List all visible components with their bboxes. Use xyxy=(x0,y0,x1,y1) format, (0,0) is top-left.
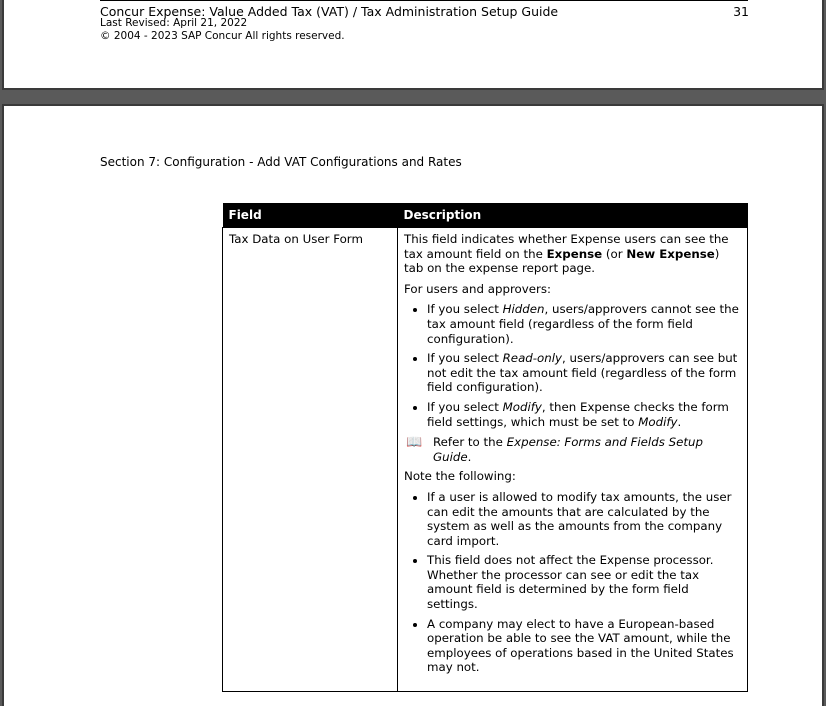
option-list xyxy=(404,302,741,429)
last-revised: Last Revised: April 21, 2022 xyxy=(100,17,248,29)
note-heading: Note the following: xyxy=(404,469,516,484)
list-item: • If you select Hidden, users/approvers cannot see the tax amount field (regardless of the form field configuration). xyxy=(427,302,741,346)
list-item: • A company may elect to have a European-based operation be able to see the VAT amount, while the employees of operations based in the United States may not. xyxy=(427,617,741,675)
note-list xyxy=(404,490,741,675)
header-rule xyxy=(100,0,748,1)
list-item: • If you select Modify, then Expense checks the form field settings, which must be set to Modify. xyxy=(427,400,741,429)
page-number: 31 xyxy=(733,4,749,19)
table-header-row xyxy=(223,203,748,228)
intro-paragraph: This field indicates whether Expense users can see the tax amount field on the Expense (or New Expense) tab on the expense report page. xyxy=(404,232,729,276)
book-icon: 📖 xyxy=(406,435,423,451)
users-approvers-heading: For users and approvers: xyxy=(404,281,551,296)
list-item: • If a user is allowed to modify tax amounts, the user can edit the amounts that are calculated by the system as well as the amounts from the company card import. xyxy=(427,490,741,548)
column-header-description: Description xyxy=(398,203,748,228)
table-row xyxy=(223,228,748,692)
doc-title: Concur Expense: Value Added Tax (VAT) / Tax Administration Setup Guide xyxy=(100,4,559,19)
field-name-cell: Tax Data on User Form xyxy=(223,228,398,692)
list-item: • If you select Read-only, users/approvers can see but not edit the tax amount field (regardless of the form field configuration). xyxy=(427,351,741,395)
section-title: Section 7: Configuration - Add VAT Configurations and Rates xyxy=(100,155,462,169)
description-cell xyxy=(398,228,748,692)
list-item: • This field does not affect the Expense processor. Whether the processor can see or edit the tax amount field is determined by the form field settings. xyxy=(427,553,741,611)
column-header-field: Field xyxy=(223,203,398,228)
reference-note: 📖 Refer to the Expense: Forms and Fields Setup Guide. xyxy=(406,435,703,464)
page-previous xyxy=(2,0,824,90)
fields-table xyxy=(222,203,748,692)
page-current xyxy=(2,104,824,706)
copyright: © 2004 - 2023 SAP Concur All rights reserved. xyxy=(100,30,345,42)
